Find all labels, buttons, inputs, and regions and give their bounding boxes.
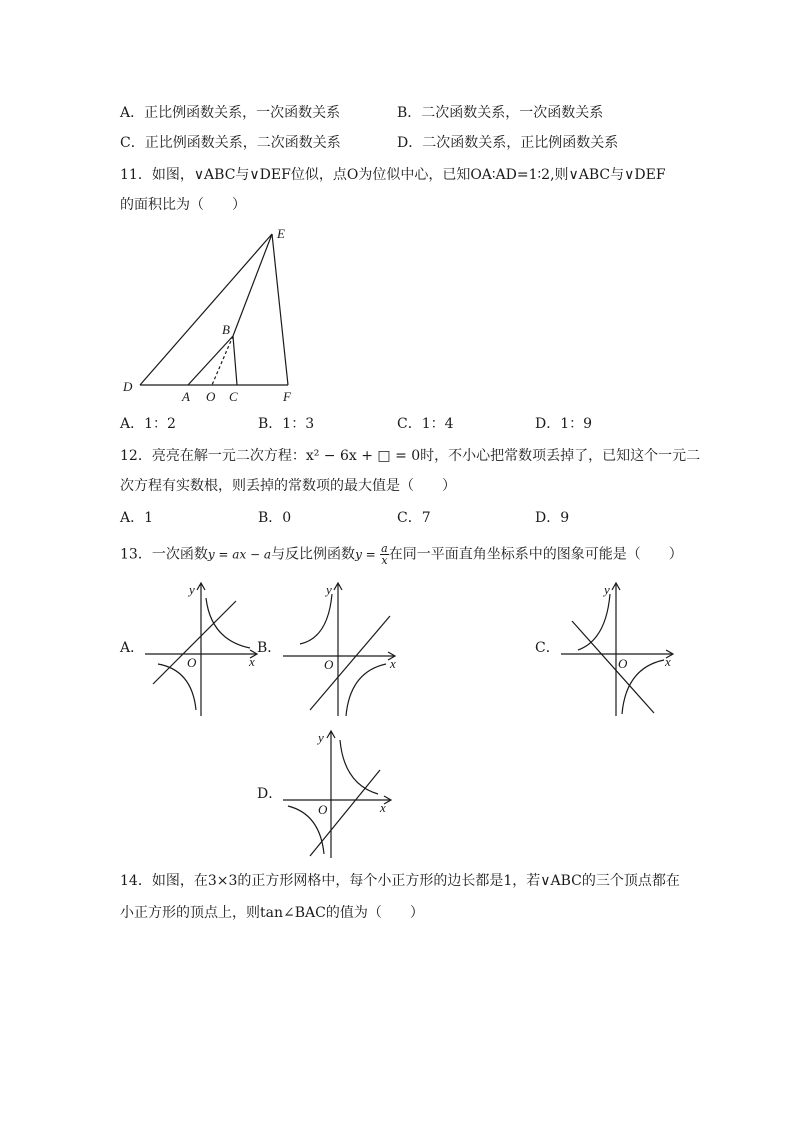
q13-reciprocal-lhs: y = [355, 547, 376, 562]
q12-option-a: A．1 [120, 510, 154, 526]
q10-option-a: A．正比例函数关系，一次函数关系 [120, 105, 341, 121]
label-a: A [182, 389, 190, 404]
q13-stem [120, 543, 683, 566]
q10-option-b: B．二次函数关系，一次函数关系 [397, 105, 604, 121]
q12-stem-line1: 12．亮亮在解一元二次方程：x² − 6x + □ = 0时，不小心把常数项丢掉了，已知这个一元二 [120, 448, 701, 464]
segment-ob-dashed [212, 336, 233, 385]
axis-label-x: x [380, 800, 386, 815]
q13-option-d-label: D． [257, 786, 283, 802]
q11-stem-line2: 的面积比为（ ） [120, 197, 246, 213]
label-e: E [277, 226, 285, 241]
q12-option-c: C．7 [397, 510, 431, 526]
q10-option-d: D．二次函数关系，正比例函数关系 [397, 135, 619, 151]
q11-option-c: C．1：4 [397, 416, 454, 432]
q13-suffix: 在同一平面直角坐标系中的图象可能是（ ） [388, 546, 683, 563]
hyperbola-branch-q1 [340, 740, 378, 794]
q11-option-b: B．1：3 [258, 416, 315, 432]
label-f: F [283, 389, 291, 404]
linear-graph [572, 621, 654, 713]
origin-label: O [187, 655, 197, 670]
q12-option-b: B．0 [258, 510, 292, 526]
axis-label-y: y [318, 730, 324, 745]
q13-graph-d [278, 726, 403, 861]
hyperbola-branch-q4 [346, 664, 386, 716]
q13-option-c-label: C． [535, 640, 560, 656]
q13-fraction-numerator: a [381, 542, 388, 555]
q12-option-d: D．9 [535, 510, 570, 526]
q13-prefix: 13．一次函数 [120, 546, 208, 563]
q13-reciprocal-fraction [380, 543, 389, 566]
q10-option-c: C．正比例函数关系，二次函数关系 [120, 135, 341, 151]
axis-label-x: x [665, 654, 671, 669]
q13-option-b-label: B． [257, 640, 282, 656]
linear-graph [153, 601, 236, 684]
axis-label-y: y [189, 582, 195, 597]
q13-linear-function: y = ax − a [207, 547, 272, 562]
label-b: B [222, 322, 230, 337]
axis-label-x: x [249, 654, 255, 669]
segment-ab [188, 336, 233, 385]
q11-stem-line1: 11．如图，∨ABC与∨DEF位似，点O为位似中心，已知OA∶AD=1∶2,则∨ABC与∨DEF [120, 167, 666, 183]
axis-label-y: y [326, 582, 332, 597]
axis-label-y: y [604, 582, 610, 597]
q11-similar-triangles-figure [115, 222, 315, 407]
hyperbola-branch-q2 [578, 594, 610, 650]
origin-label: O [318, 802, 328, 817]
origin-label: O [618, 656, 628, 671]
axis-label-x: x [390, 656, 396, 671]
segment-de [140, 234, 272, 385]
q13-option-a-label: A． [120, 640, 145, 656]
q14-stem-line1: 14．如图，在3×3的正方形网格中，每个小正方形的边长都是1，若∨ABC的三个顶点都在 [120, 873, 680, 889]
hyperbola-branch-q1 [206, 598, 250, 648]
origin-label: O [324, 657, 334, 672]
hyperbola-branch-q3 [158, 664, 196, 710]
hyperbola-branch-q2 [300, 594, 332, 644]
segment-eb [233, 234, 272, 336]
q13-graph-b [278, 578, 403, 720]
segment-ef [272, 234, 288, 385]
q12-stem-line2: 次方程有实数根，则丢掉的常数项的最大值是（ ） [120, 478, 456, 494]
q14-stem-line2: 小正方形的顶点上，则tan∠BAC的值为（ ） [120, 905, 424, 921]
label-c: C [229, 389, 238, 404]
label-d: D [123, 379, 133, 394]
q13-fraction-denominator: x [381, 554, 388, 567]
label-o: O [206, 389, 216, 404]
q13-graph-c [556, 578, 681, 720]
q13-graph-a [140, 578, 265, 720]
q11-option-d: D．1：9 [535, 416, 593, 432]
hyperbola-branch-q4 [622, 660, 664, 714]
segment-bc [233, 336, 237, 385]
q13-middle: 与反比例函数 [271, 546, 356, 563]
q11-option-a: A．1：2 [120, 416, 176, 432]
